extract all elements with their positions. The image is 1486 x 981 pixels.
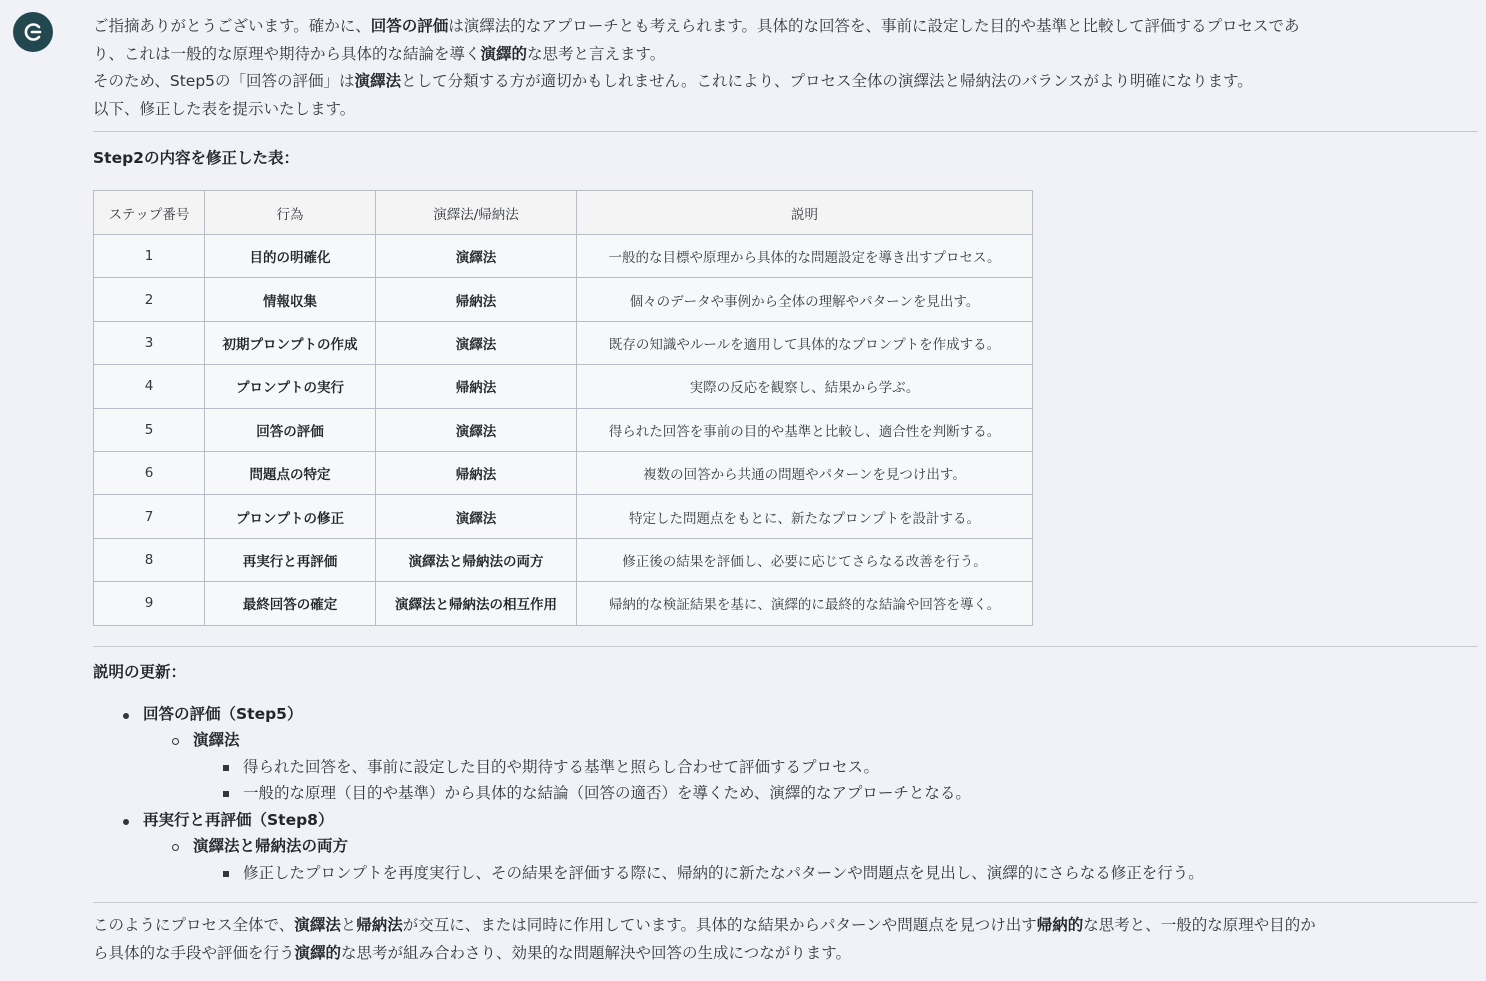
column-header: 演繹法/帰納法 <box>376 191 577 235</box>
bullet-disc <box>123 819 129 825</box>
update-point <box>93 860 1478 887</box>
bullet-circle <box>172 844 179 851</box>
text-span: として分類する方が適切かもしれません。これにより、プロセス全体の演繹法と帰納法のバランスがより明確になります。 <box>401 72 1253 90</box>
action-cell: 目的の明確化 <box>205 235 376 278</box>
table-row <box>94 321 1033 364</box>
update-point-text: 一般的な原理（目的や基準）から具体的な結論（回答の適否）を導くため、演繹的なアプローチとなる。 <box>243 784 971 803</box>
step-number-cell: 8 <box>94 538 205 581</box>
method-cell: 帰納法 <box>376 451 577 494</box>
update-subitem <box>93 833 1478 860</box>
table-row <box>94 451 1033 494</box>
divider <box>93 131 1478 132</box>
description-cell: 一般的な目標や原理から具体的な問題設定を導き出すプロセス。 <box>577 235 1033 278</box>
action-cell: 情報収集 <box>205 278 376 321</box>
table-row <box>94 495 1033 538</box>
update-point-text: 得られた回答を、事前に設定した目的や期待する基準と照らし合わせて評価するプロセス。 <box>243 757 879 776</box>
description-cell: 実際の反応を観察し、結果から学ぶ。 <box>577 365 1033 408</box>
bold-text: 演繹法 <box>294 916 341 935</box>
update-item-title: 再実行と再評価（Step8） <box>143 810 334 829</box>
table-row <box>94 582 1033 625</box>
description-cell: 得られた回答を事前の目的や基準と比較し、適合性を判断する。 <box>577 408 1033 451</box>
update-item-title: 回答の評価（Step5） <box>143 704 303 723</box>
method-cell: 演繹法 <box>376 408 577 451</box>
description-cell: 特定した問題点をもとに、新たなプロンプトを設計する。 <box>577 495 1033 538</box>
divider <box>93 902 1478 903</box>
update-point-text: 修正したプロンプトを再度実行し、その結果を評価する際に、帰納的に新たなパターンや問題点を見出し、演繹的にさらなる修正を行う。 <box>243 863 1204 882</box>
bold-text: 演繹法 <box>354 72 402 90</box>
conclusion-paragraph <box>93 912 1478 967</box>
text-span: な思考と言えます。 <box>527 44 666 63</box>
update-subitem <box>93 727 1478 754</box>
table-row <box>94 278 1033 321</box>
text-span: と <box>340 916 357 935</box>
step-number-cell: 2 <box>94 278 205 321</box>
column-header: 行為 <box>205 191 376 235</box>
step-number-cell: 6 <box>94 451 205 494</box>
description-cell: 複数の回答から共通の問題やパターンを見つけ出す。 <box>577 451 1033 494</box>
method-cell: 演繹法 <box>376 235 577 278</box>
action-cell: 回答の評価 <box>205 408 376 451</box>
table-title: Step2の内容を修正した表： <box>93 149 299 167</box>
text-span: そのため、Step5の「回答の評価」は <box>93 72 355 90</box>
intro-paragraph-3: 以下、修正した表を提示いたします。 <box>93 99 356 118</box>
method-cell: 演繹法 <box>376 321 577 364</box>
update-item <box>93 701 1478 728</box>
update-subitem-title: 演繹法 <box>193 731 240 750</box>
assistant-avatar <box>13 12 53 52</box>
description-cell: 既存の知識やルールを適用して具体的なプロンプトを作成する。 <box>577 321 1033 364</box>
text-span: な思考が組み合わさり、効果的な問題解決や回答の生成につながります。 <box>341 943 851 962</box>
assistant-logo-icon <box>20 19 46 45</box>
step-number-cell: 4 <box>94 365 205 408</box>
step-number-cell: 3 <box>94 321 205 364</box>
update-subitem-title: 演繹法と帰納法の両方 <box>193 837 349 856</box>
text-span: ら具体的な手段や評価を行う <box>93 943 295 962</box>
text-span: ご指摘ありがとうございます。確かに、 <box>93 17 371 35</box>
text-span: り、これは一般的な原理や期待から具体的な結論を導く <box>93 44 481 63</box>
method-cell: 演繹法と帰納法の相互作用 <box>376 582 577 625</box>
bold-text: 演繹的 <box>480 44 528 63</box>
column-header: ステップ番号 <box>94 191 205 235</box>
updates-title: 説明の更新： <box>93 662 187 681</box>
table-row <box>94 408 1033 451</box>
table-row <box>94 365 1033 408</box>
steps-table <box>93 190 1033 626</box>
action-cell: 再実行と再評価 <box>205 538 376 581</box>
description-cell: 修正後の結果を評価し、必要に応じてさらなる改善を行う。 <box>577 538 1033 581</box>
action-cell: プロンプトの修正 <box>205 495 376 538</box>
updates-list <box>93 701 1478 887</box>
text-span: な思考と、一般的な原理や目的か <box>1083 916 1316 935</box>
method-cell: 帰納法 <box>376 365 577 408</box>
intro-paragraph-1 <box>93 13 1478 68</box>
action-cell: プロンプトの実行 <box>205 365 376 408</box>
action-cell: 問題点の特定 <box>205 451 376 494</box>
message-content <box>93 0 1478 967</box>
action-cell: 初期プロンプトの作成 <box>205 321 376 364</box>
table-row <box>94 538 1033 581</box>
update-point <box>93 754 1478 781</box>
bullet-square <box>223 791 229 797</box>
step-number-cell: 1 <box>94 235 205 278</box>
method-cell: 演繹法 <box>376 495 577 538</box>
update-item <box>93 807 1478 834</box>
update-point <box>93 780 1478 807</box>
bullet-circle <box>172 738 179 745</box>
text-span: このようにプロセス全体で、 <box>93 916 295 935</box>
bullet-square <box>223 871 229 877</box>
step-number-cell: 9 <box>94 582 205 625</box>
table-header-row <box>94 191 1033 235</box>
bullet-square <box>223 765 229 771</box>
bold-text: 回答の評価 <box>370 17 449 35</box>
bold-text: 演繹的 <box>294 943 342 962</box>
bold-text: 帰納法 <box>356 916 403 935</box>
bullet-disc <box>123 713 129 719</box>
description-cell: 帰納的な検証結果を基に、演繹的に最終的な結論や回答を導く。 <box>577 582 1033 625</box>
table-row <box>94 235 1033 278</box>
step-number-cell: 5 <box>94 408 205 451</box>
text-span: が交互に、または同時に作用しています。具体的な結果からパターンや問題点を見つけ出す <box>402 916 1037 935</box>
bold-text: 帰納的 <box>1036 916 1084 935</box>
method-cell: 演繹法と帰納法の両方 <box>376 538 577 581</box>
column-header: 説明 <box>577 191 1033 235</box>
text-span: は演繹法的なアプローチとも考えられます。具体的な回答を、事前に設定した目的や基準と比較して評価するプロセスであ <box>448 17 1300 35</box>
divider <box>93 646 1478 647</box>
intro-section <box>93 13 1478 123</box>
description-cell: 個々のデータや事例から全体の理解やパターンを見出す。 <box>577 278 1033 321</box>
intro-paragraph-2 <box>93 68 1478 96</box>
action-cell: 最終回答の確定 <box>205 582 376 625</box>
step-number-cell: 7 <box>94 495 205 538</box>
method-cell: 帰納法 <box>376 278 577 321</box>
